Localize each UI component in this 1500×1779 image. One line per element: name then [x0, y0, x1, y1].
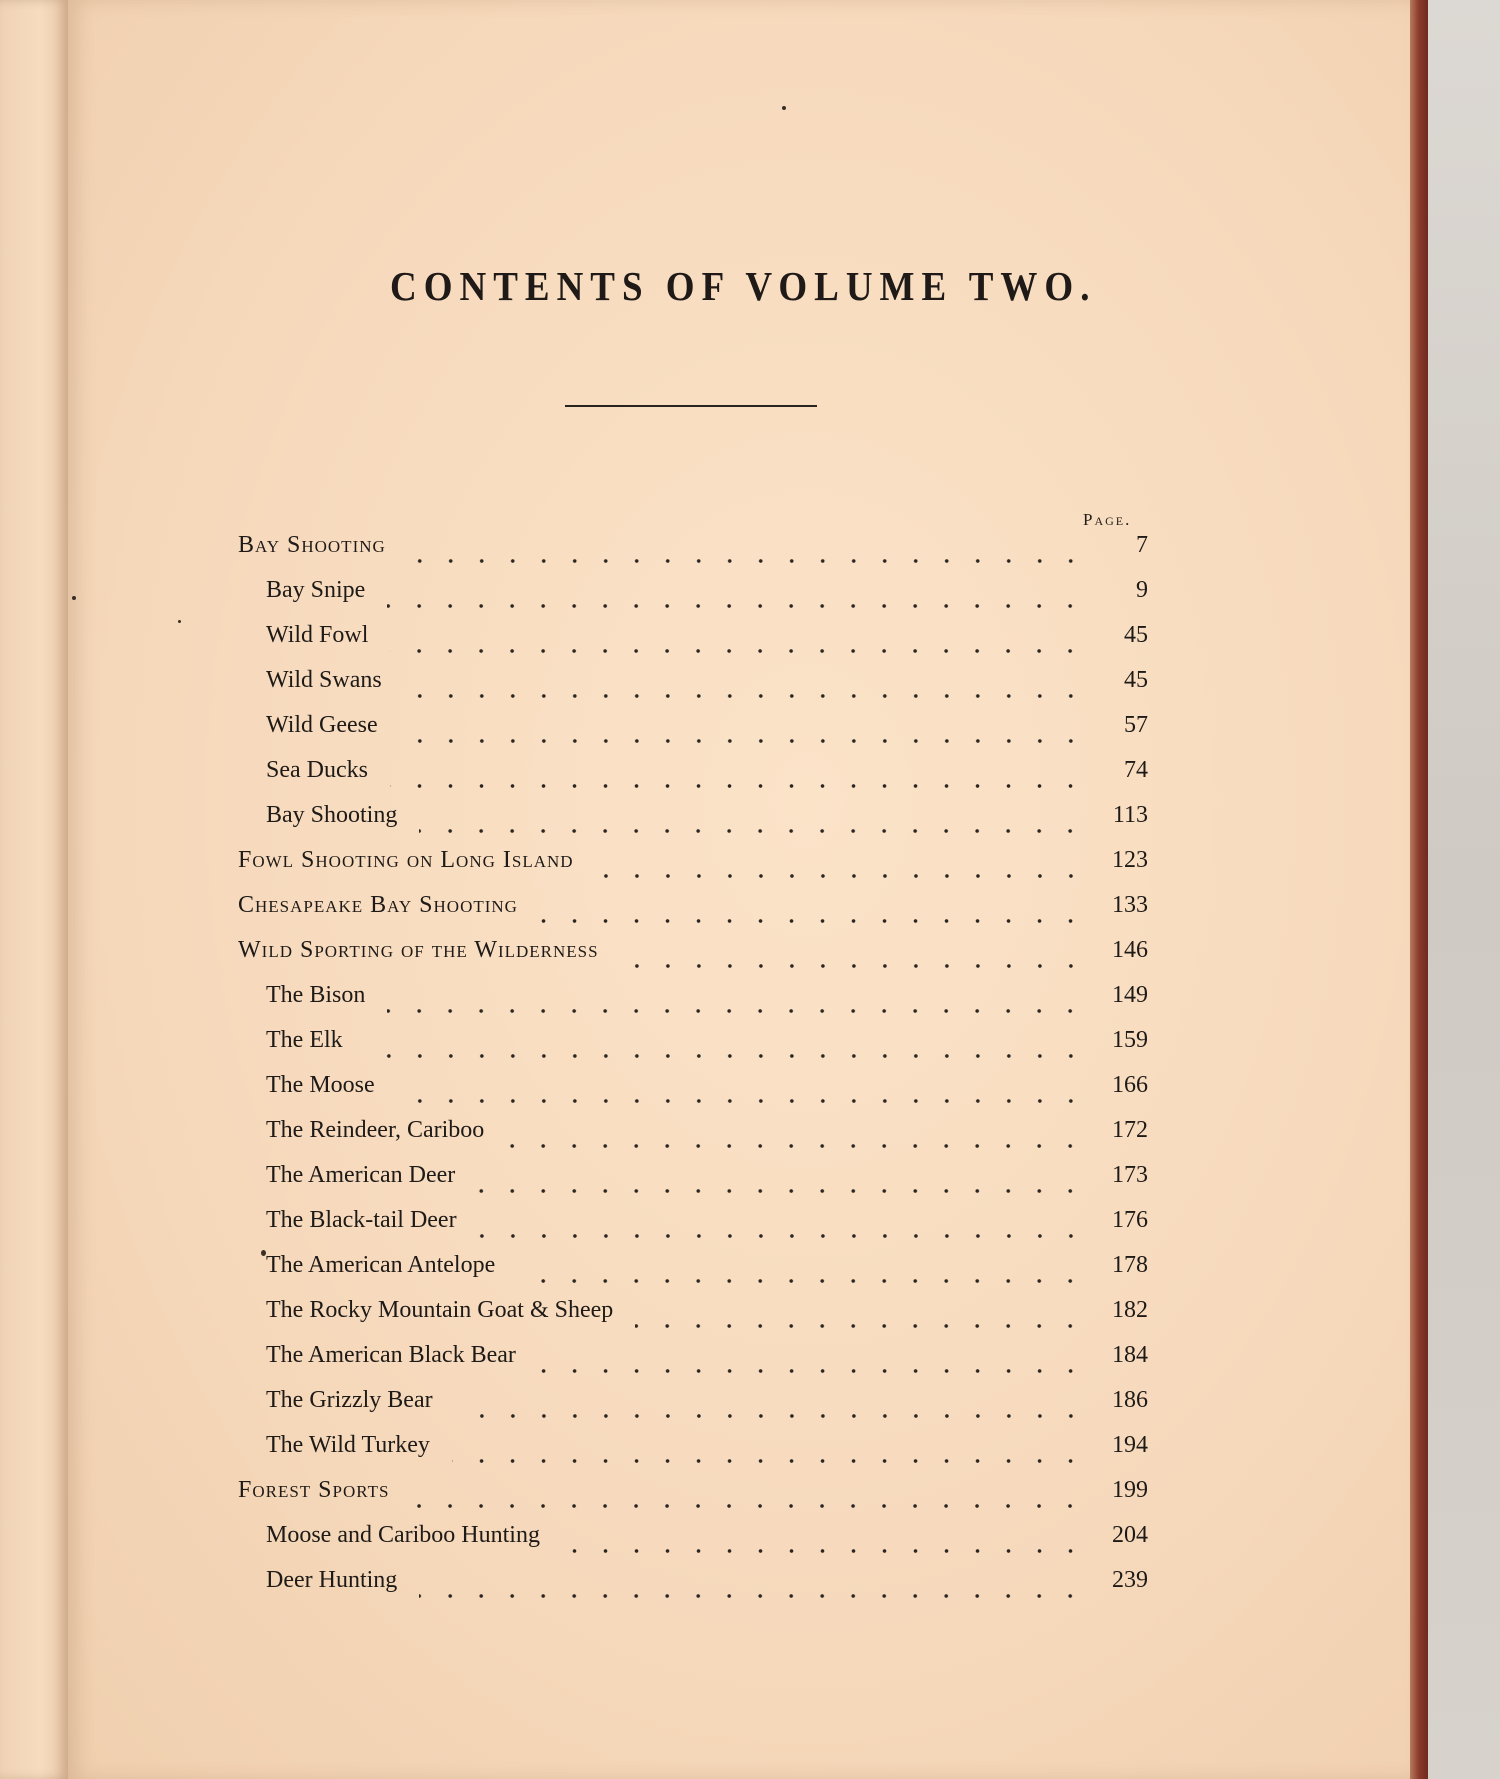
toc-entry-page: 186 — [1112, 1387, 1148, 1413]
toc-entry-page: 239 — [1112, 1567, 1148, 1593]
dot-leader — [400, 738, 1086, 744]
toc-entry-page: 7 — [1136, 532, 1148, 558]
title-rule — [565, 405, 817, 407]
toc-entry-page: 176 — [1112, 1207, 1148, 1233]
book-cover-edge — [1410, 0, 1428, 1779]
dot-leader — [596, 873, 1086, 879]
toc-entry-title: The Moose — [266, 1072, 375, 1098]
dot-leader — [452, 1458, 1086, 1464]
toc-entry-title: Bay Shooting — [238, 532, 386, 558]
toc-entry — [238, 712, 1148, 757]
toc-entry — [238, 622, 1148, 667]
toc-entry-page: 182 — [1112, 1297, 1148, 1323]
dot-leader — [411, 1503, 1086, 1509]
dot-leader — [479, 1233, 1086, 1239]
toc-entry-page: 57 — [1124, 712, 1148, 738]
toc-entry-page: 74 — [1124, 757, 1148, 783]
dot-leader — [621, 963, 1086, 969]
page-column-label: Page. — [1083, 510, 1132, 529]
toc-entry-title: The Elk — [266, 1027, 343, 1053]
toc-entry-title: The Reindeer, Cariboo — [266, 1117, 485, 1143]
toc-entry-title: The Rocky Mountain Goat & Sheep — [266, 1297, 614, 1323]
ink-speck — [178, 620, 181, 623]
toc-entry-page: 199 — [1112, 1477, 1148, 1503]
toc-entry-title: Deer Hunting — [266, 1567, 398, 1593]
toc-entry-page: 194 — [1112, 1432, 1148, 1458]
toc-entry — [238, 937, 1148, 982]
toc-entry — [238, 1477, 1148, 1522]
dot-leader — [477, 1188, 1086, 1194]
toc-entry-title: The Bison — [266, 982, 366, 1008]
toc-entry — [238, 1072, 1148, 1117]
toc-entry-title: The Grizzly Bear — [266, 1387, 433, 1413]
page-title: CONTENTS OF VOLUME TWO. — [390, 263, 1097, 310]
toc-entry — [238, 532, 1148, 577]
dot-leader — [390, 648, 1086, 654]
toc-entry-title: Wild Fowl — [266, 622, 369, 648]
toc-entry-title: Wild Swans — [266, 667, 382, 693]
dot-leader — [455, 1413, 1086, 1419]
toc-entry-page: 123 — [1112, 847, 1148, 873]
ink-speck — [72, 596, 76, 600]
toc-entry — [238, 1252, 1148, 1297]
toc-entry — [238, 892, 1148, 937]
dot-leader — [562, 1548, 1086, 1554]
toc-entry — [238, 847, 1148, 892]
toc-entry-title: Bay Snipe — [266, 577, 366, 603]
toc-entry-page: 146 — [1112, 937, 1148, 963]
dot-leader — [540, 918, 1086, 924]
dot-leader — [538, 1368, 1086, 1374]
toc-entry — [238, 1027, 1148, 1072]
toc-entry-title: Sea Ducks — [266, 757, 368, 783]
toc-entry-page: 159 — [1112, 1027, 1148, 1053]
toc-entry-title: The Wild Turkey — [266, 1432, 430, 1458]
toc-entry-title: Bay Shooting — [266, 802, 398, 828]
toc-entry — [238, 1117, 1148, 1162]
toc-entry-page: 149 — [1112, 982, 1148, 1008]
toc-entry — [238, 757, 1148, 802]
toc-entry-title: Forest Sports — [238, 1477, 390, 1503]
toc-entry-page: 173 — [1112, 1162, 1148, 1188]
contents-list — [238, 532, 1148, 1612]
toc-entry — [238, 802, 1148, 847]
toc-entry-title: Wild Geese — [266, 712, 378, 738]
dot-leader — [387, 1008, 1086, 1014]
toc-entry — [238, 1297, 1148, 1342]
toc-entry-title: Fowl Shooting on Long Island — [238, 847, 574, 873]
toc-entry-title: Wild Sporting of the Wilderness — [238, 937, 599, 963]
toc-entry-title: Chesapeake Bay Shooting — [238, 892, 518, 918]
previous-page-edge — [0, 0, 68, 1779]
dot-leader — [387, 603, 1086, 609]
toc-entry-page: 204 — [1112, 1522, 1148, 1548]
toc-entry — [238, 667, 1148, 712]
toc-entry-page: 45 — [1124, 622, 1148, 648]
dot-leader — [506, 1143, 1086, 1149]
toc-entry-title: The American Deer — [266, 1162, 456, 1188]
dot-leader — [390, 783, 1086, 789]
toc-entry — [238, 1207, 1148, 1252]
toc-entry — [238, 577, 1148, 622]
toc-entry — [238, 1342, 1148, 1387]
toc-entry — [238, 1387, 1148, 1432]
ink-speck — [782, 106, 786, 110]
toc-entry-title: The Black-tail Deer — [266, 1207, 457, 1233]
toc-entry — [238, 982, 1148, 1027]
dot-leader — [419, 828, 1086, 834]
toc-entry — [238, 1162, 1148, 1207]
toc-entry-page: 45 — [1124, 667, 1148, 693]
dot-leader — [419, 1593, 1086, 1599]
toc-entry — [238, 1432, 1148, 1477]
dot-leader — [397, 1098, 1086, 1104]
toc-entry-title: The American Black Bear — [266, 1342, 516, 1368]
background-surface — [1428, 0, 1500, 1779]
toc-entry — [238, 1567, 1148, 1612]
toc-entry-page: 166 — [1112, 1072, 1148, 1098]
toc-entry-page: 184 — [1112, 1342, 1148, 1368]
toc-entry-page: 172 — [1112, 1117, 1148, 1143]
dot-leader — [404, 693, 1086, 699]
toc-entry — [238, 1522, 1148, 1567]
toc-entry-page: 133 — [1112, 892, 1148, 918]
dot-leader — [635, 1323, 1086, 1329]
toc-entry-title: The American Antelope — [266, 1252, 496, 1278]
toc-entry-title: Moose and Cariboo Hunting — [266, 1522, 540, 1548]
dot-leader — [365, 1053, 1086, 1059]
toc-entry-page: 178 — [1112, 1252, 1148, 1278]
dot-leader — [408, 558, 1086, 564]
toc-entry-page: 9 — [1136, 577, 1148, 603]
dot-leader — [517, 1278, 1086, 1284]
toc-entry-page: 113 — [1112, 802, 1148, 828]
